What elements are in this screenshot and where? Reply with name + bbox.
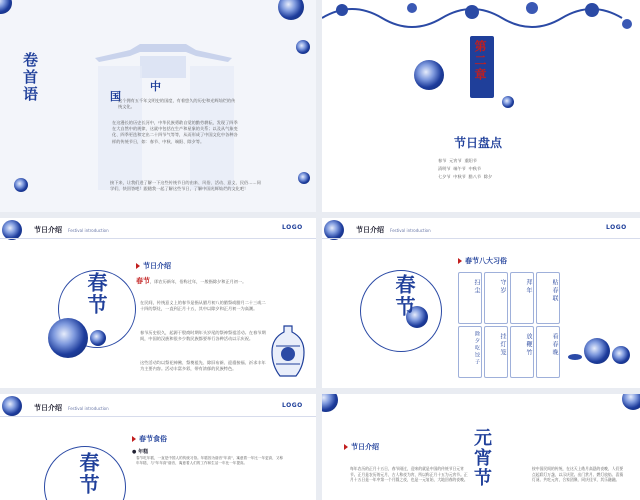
porcelain-vase-icon	[270, 324, 306, 382]
triangle-icon	[344, 444, 348, 450]
slide-eight-customs[interactable]	[322, 218, 640, 388]
header-title: 节日介绍 Festival introduction	[34, 226, 109, 234]
festival-tag: 重阳节	[464, 158, 477, 163]
section-title: 春节八大习俗	[458, 256, 507, 266]
festival-tag: 腊八节	[468, 174, 482, 179]
chapter-title: 节日盘点	[454, 136, 503, 150]
blue-peony-decoration	[414, 60, 444, 90]
header-divider	[322, 238, 640, 239]
custom-card[interactable]: 贴春联	[536, 272, 560, 324]
big-festival-name: 春节	[84, 272, 108, 316]
lantern-text-left: 每年农历的正月十五日，春节刚过，迎来的就是中国的传统节日元宵节。正月是农历的元月，古人称夜为宵，所以称正月十五为元宵节。正月十五日是一年中第一个月圆之夜，也是一元复始，大地回春的夜晚。	[350, 466, 468, 483]
festival-tag: 中秋节	[453, 174, 466, 179]
festival-tag: 中秋节	[468, 166, 482, 171]
slide-spring-food[interactable]	[0, 394, 316, 500]
bullet-item: 春节历史很久，起源于殷商时期年头岁尾的祭神祭祖活动。在春节期间，中国的汉族和很多少数民族都要举行各种活动以示庆祝。	[140, 330, 266, 342]
blue-peony-decoration	[48, 318, 88, 358]
festival-tag: 七夕节	[438, 174, 451, 179]
side-title: 卷首语	[21, 52, 39, 103]
festival-tag: 清明节	[438, 166, 451, 171]
blue-peony-decoration	[2, 396, 22, 416]
big-festival-name: 春节	[76, 452, 100, 496]
logo: LOGO	[282, 402, 303, 409]
lantern-text-right: 按中国民间的传统，在这天上皓月高悬的夜晚，人们要点起彩灯万盏，以示庆贺。出门赏月、燃灯放焰、喜猜灯谜、共吃元宵，合家团聚、同庆佳节，其乐融融。	[532, 466, 624, 483]
bullet-item: 在民间，传统意义上的春节是指从腊月初八的腊祭或腊月二十三或二十四的祭灶，一直到正月十五，其中以除夕和正月初一为高潮。	[140, 300, 266, 312]
section-title: 春节食俗	[132, 434, 167, 444]
food-item-title: ● 年糕	[132, 449, 149, 455]
leaf-decoration	[568, 354, 582, 360]
festival-tag: 除夕	[483, 174, 493, 179]
slide-chapter-two[interactable]	[322, 0, 640, 212]
slide-festival-intro[interactable]	[0, 218, 316, 388]
logo: LOGO	[606, 224, 627, 231]
blue-vine-border	[322, 0, 640, 40]
slide-preface[interactable]	[0, 0, 316, 212]
section-title: 节日介绍	[136, 261, 171, 271]
triangle-icon	[132, 436, 136, 442]
blue-peony-decoration	[502, 96, 514, 108]
custom-card[interactable]: 挂灯笼	[484, 326, 508, 378]
festival-name: 春节	[136, 277, 150, 285]
header-title: 节日介绍 Festival introduction	[34, 404, 109, 412]
festival-tag-list	[438, 157, 516, 181]
festival-tag: 端午节	[453, 166, 466, 171]
triangle-icon	[458, 258, 462, 264]
food-description: 春节吃年糕，一直是中国人的传统习俗。年糕因为谐音"年高"，寓意着一年比一年更高，又称年年糕，与"年年高"谐音，寓意着人们的工作和生活一年比一年提高。	[136, 456, 284, 465]
preface-paragraph-3: 接下来，让我们进了解一下这些传统节日的由来、风俗、活动、意义、民俗……同学们，快回答吧！跟随我一起了解这些节日，了解中国光辉灿烂的文化吧！	[110, 180, 261, 192]
custom-card[interactable]: 看春晚	[536, 326, 560, 378]
blue-peony-decoration	[322, 394, 338, 412]
festival-tag: 春节	[438, 158, 447, 163]
blue-peony-decoration	[2, 220, 22, 240]
blue-peony-decoration	[622, 394, 640, 410]
festival-definition: 春节，即农历新年，俗称过年，一般指除夕和正月初一。	[136, 277, 247, 285]
preface-paragraph-2: 在这漫长的历史长河中，中华民族勇敢自觉的勤劳耕耘，发现了四季在大自然中的规律，这就中包括在生产和星象的关系；以及从气象变化、四季更迭和定出二十四节气等等，从而形成了中国文化中各种各样的传统节日，如：春节、中秋、端阳、除夕等。	[112, 120, 238, 144]
header-title: 节日介绍 Festival introduction	[356, 226, 431, 234]
bullet-item: 这些活动均以祭祀神佛、祭奠祖先、除旧布新、迎禧接福、祈求丰年为主要内容。活动丰富多彩，带有浓郁的民族特色。	[140, 360, 266, 372]
header-divider	[0, 238, 316, 239]
custom-card[interactable]: 放鞭竹	[510, 326, 534, 378]
title-char-2: 国	[110, 90, 121, 103]
custom-card[interactable]: 拜年	[510, 272, 534, 324]
big-festival-name: 元宵节	[471, 428, 492, 488]
custom-card[interactable]: 守岁	[484, 272, 508, 324]
header-divider	[0, 416, 316, 417]
title-char-1: 中	[150, 80, 161, 93]
custom-card[interactable]: 除夕吃饺子	[458, 326, 482, 378]
preface-paragraph-1: 这个拥有五千年文明史的国度，有着悠久的历史和光辉灿烂的传统文化。	[118, 98, 236, 110]
blue-peony-decoration	[612, 346, 630, 364]
triangle-icon	[136, 263, 140, 269]
chapter-label: 第二章	[473, 40, 487, 82]
blue-peony-decoration	[324, 220, 344, 240]
custom-card[interactable]: 扫尘	[458, 272, 482, 324]
blue-peony-decoration	[584, 338, 610, 364]
big-festival-name: 春节	[392, 274, 416, 318]
section-title: 节日介绍	[344, 442, 379, 452]
festival-tag: 元宵节	[449, 158, 462, 163]
blue-peony-decoration	[90, 330, 106, 346]
logo: LOGO	[282, 224, 303, 231]
slide-lantern-festival[interactable]	[322, 394, 640, 500]
